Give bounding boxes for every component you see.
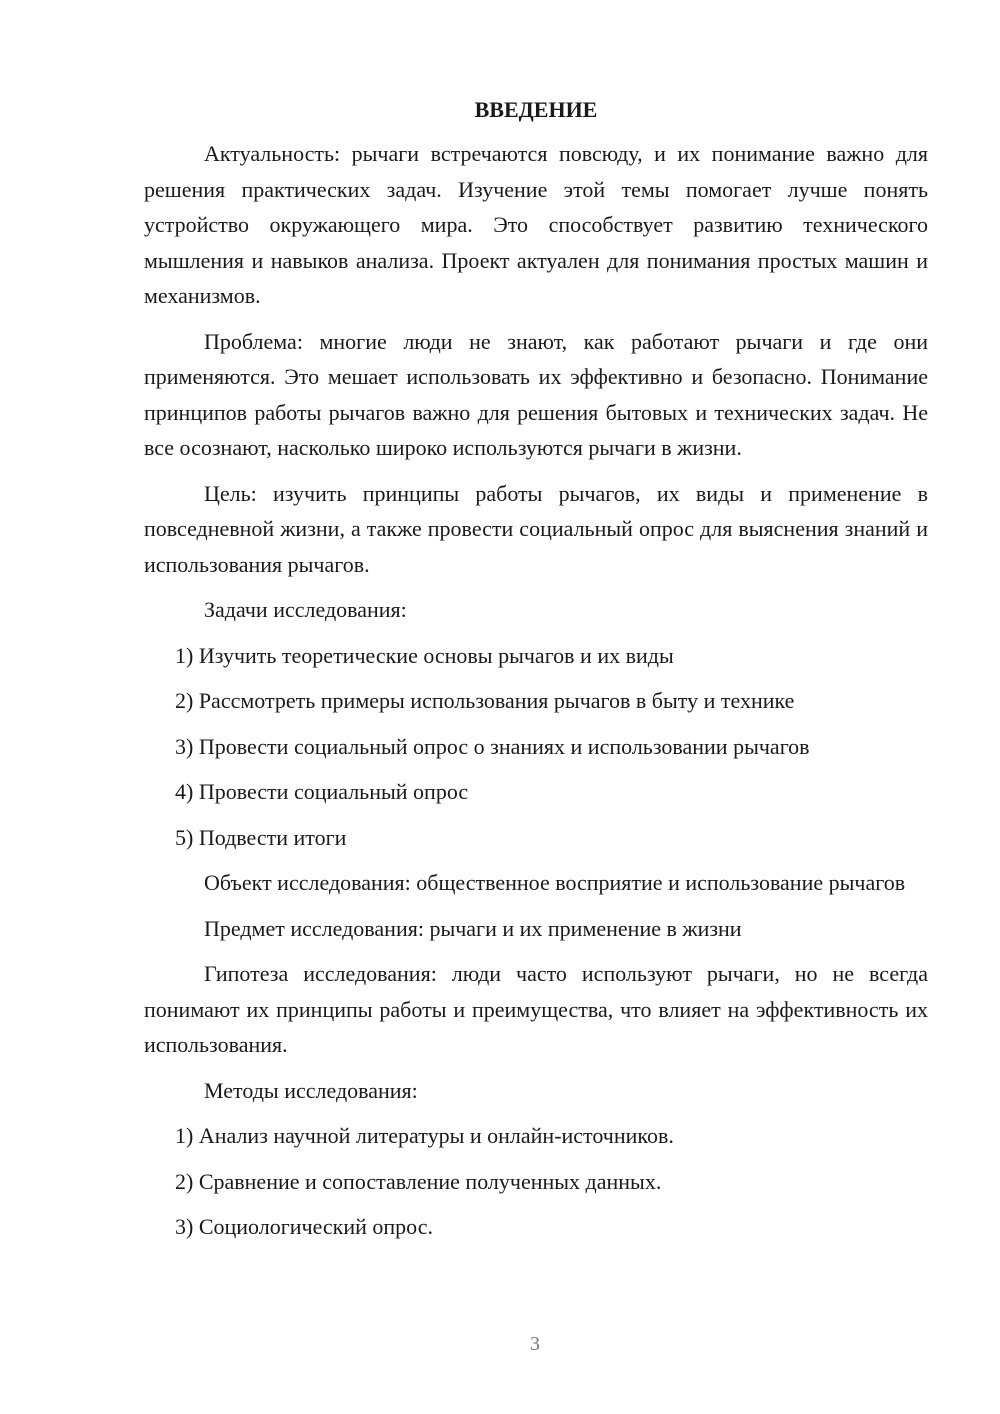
task-item: 3) Провести социальный опрос о знаниях и использовании рычагов <box>175 733 810 759</box>
relevance-paragraph: Актуальность: рычаги встречаются повсюду, и их понимание важно для решения практических задач. Изучение этой темы помогает лучше понять устройство окружающего мира. Это способствует развитию технического мышления и навыков анализа. Проект актуален для понимания простых машин и механизмов. <box>144 141 928 308</box>
method-item: 3) Социологический опрос. <box>175 1214 433 1239</box>
document-page <box>144 96 928 1255</box>
page-number: 3 <box>530 1333 540 1355</box>
method-item: 2) Сравнение и сопоставление полученных данных. <box>175 1168 662 1194</box>
object-paragraph: Объект исследования: общественное восприятие и использование рычагов <box>204 870 906 895</box>
method-item: 1) Анализ научной литературы и онлайн-источников. <box>175 1123 674 1148</box>
tasks-list <box>144 638 928 856</box>
task-item: 5) Подвести итоги <box>175 824 347 850</box>
subject-paragraph: Предмет исследования: рычаги и их применение в жизни <box>204 915 742 941</box>
page-title: ВВЕДЕНИЕ <box>474 97 598 122</box>
goal-paragraph: Цель: изучить принципы работы рычагов, их виды и применение в повседневной жизни, а также провести социальный опрос для выяснения знаний и использования рычагов. <box>144 480 928 577</box>
methods-title: Методы исследования: <box>204 1077 418 1103</box>
tasks-title: Задачи исследования: <box>204 597 407 622</box>
task-item: 4) Провести социальный опрос <box>175 779 469 804</box>
task-item: 1) Изучить теоретические основы рычагов и их виды <box>175 642 674 668</box>
methods-list <box>144 1118 928 1245</box>
hypothesis-paragraph: Гипотеза исследования: люди часто используют рычаги, но не всегда понимают их принципы работы и преимущества, что влияет на эффективность их использования. <box>144 961 928 1057</box>
task-item: 2) Рассмотреть примеры использования рычагов в быту и технике <box>175 688 795 713</box>
problem-paragraph: Проблема: многие люди не знают, как работают рычаги и где они применяются. Это мешает использовать их эффективно и безопасно. Понимание принципов работы рычагов важно для решения бытовых и технических задач. Не все осознают, насколько широко используются рычаги в жизни. <box>144 328 928 460</box>
